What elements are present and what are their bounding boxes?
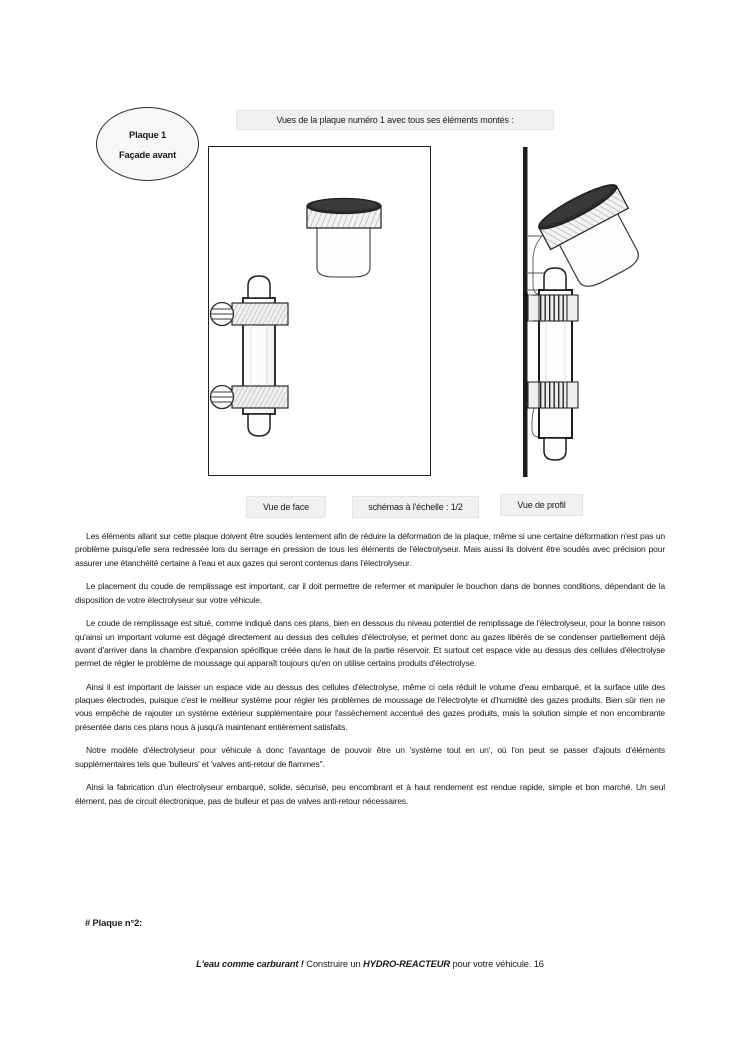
callout-line-1: Plaque 1 — [129, 128, 166, 140]
caption-front-view: Vue de face — [246, 496, 326, 518]
tube-assembly-front — [211, 276, 289, 436]
callout-line-2: Façade avant — [118, 148, 176, 160]
paragraph: Ainsi il est important de laisser un espace vide au dessus des cellules d'électrolyse, même ci cela réduit le volume d'eau embarqué, et la surface utile des plaques électrodes, puisque c'est le meilleur système pour régler les problèmes de moussage de l'électrolyte et d'humidité des gazes produits. Bien sûr rien ne vous empêche de rajouter un système extérieur supplémentaire pour l'assèchement accentué des gazes produits, mais la solution simple et non encombrante présentée dans ces plans nous à jusqu'à maintenant entièrement satisfaits. — [75, 681, 665, 732]
footer-product-name: HYDRO-REACTEUR — [363, 958, 450, 969]
profile-view-drawing — [495, 142, 645, 487]
paragraph: Le coude de remplissage est situé, comme indiqué dans ces plans, bien en dessous du niveau potentiel de remplissage de l'électrolyseur, pour la bonne raison qu'ainsi un important volume est dégagé directement au dessus des cellules d'électrolyse, et permet donc au gazes libérés de se condenser partiellement déjà avant d'arriver dans la chambre d'expansion spécifique créée dans le haut de la partie réservoir. Et surtout cet espace vide au dessus des cellules d'électrolyse permet de régler le problème de moussage qui apparaît toujours qu'en on utilise certains produits d'électrolyse. — [75, 618, 665, 668]
footer-text-1: Construire un — [303, 958, 364, 969]
paragraph: Le placement du coude de remplissage est important, car il doit permettre de refermer et manipuler le bouchon dans de bonnes conditions, dépendant de la disposition de votre électrolyseur sur votre véhicule. — [75, 581, 665, 605]
caption-profile-view: Vue de profil — [500, 494, 583, 516]
filler-cap-front — [307, 198, 381, 277]
figure-top-caption: Vues de la plaque numéro 1 avec tous ses éléments montés : — [236, 110, 554, 130]
plaque-callout-oval — [96, 107, 199, 181]
page-footer — [0, 958, 740, 969]
plate-edge-profile — [523, 147, 528, 477]
body-text-block — [75, 530, 665, 808]
footer-page-number: 16 — [533, 958, 544, 969]
section-heading: # Plaque n°2: — [85, 918, 143, 928]
lower-side-knob — [211, 386, 234, 409]
upper-side-knob — [211, 303, 234, 326]
paragraph: Ainsi la fabrication d'un électrolyseur embarqué, solide, sécurisé, peu encombrant et à haut rendement est rendue rapide, simple et bon marché. Un seul élément, pas de circuit électronique, pas de bulleur et pas de valves anti-retour nécessaires. — [75, 782, 665, 806]
paragraph: Les éléments allant sur cette plaque doivent être soudés lentement afin de réduire la déformation de la plaque, même si une certaine déformation n'est pas un problème puisqu'elle sera redressée lors du serrage en pression de tous les éléments de l'électrolyseur. Mais aussi ils doivent être soudés avec précision pour assurer une étanchéité certaine à l'eau et aux gazes qui seront contenus dans l'électrolyseur. — [75, 531, 665, 568]
footer-text-2: pour votre véhicule. — [450, 958, 534, 969]
footer-title-italic: L'eau comme carburant ! — [196, 958, 304, 969]
paragraph: Notre modèle d'électrolyseur pour véhicule à donc l'avantage de pouvoir être un 'système tout en un', où l'on peut se passer d'ajouts d'éléments supplémentaires tels que 'bulleurs' et 'valves anti-retour de flammes''. — [75, 745, 665, 769]
front-view-drawing — [208, 146, 431, 476]
caption-scale: schémas à l'échelle : 1/2 — [352, 496, 479, 518]
tube-assembly-profile — [528, 268, 578, 460]
